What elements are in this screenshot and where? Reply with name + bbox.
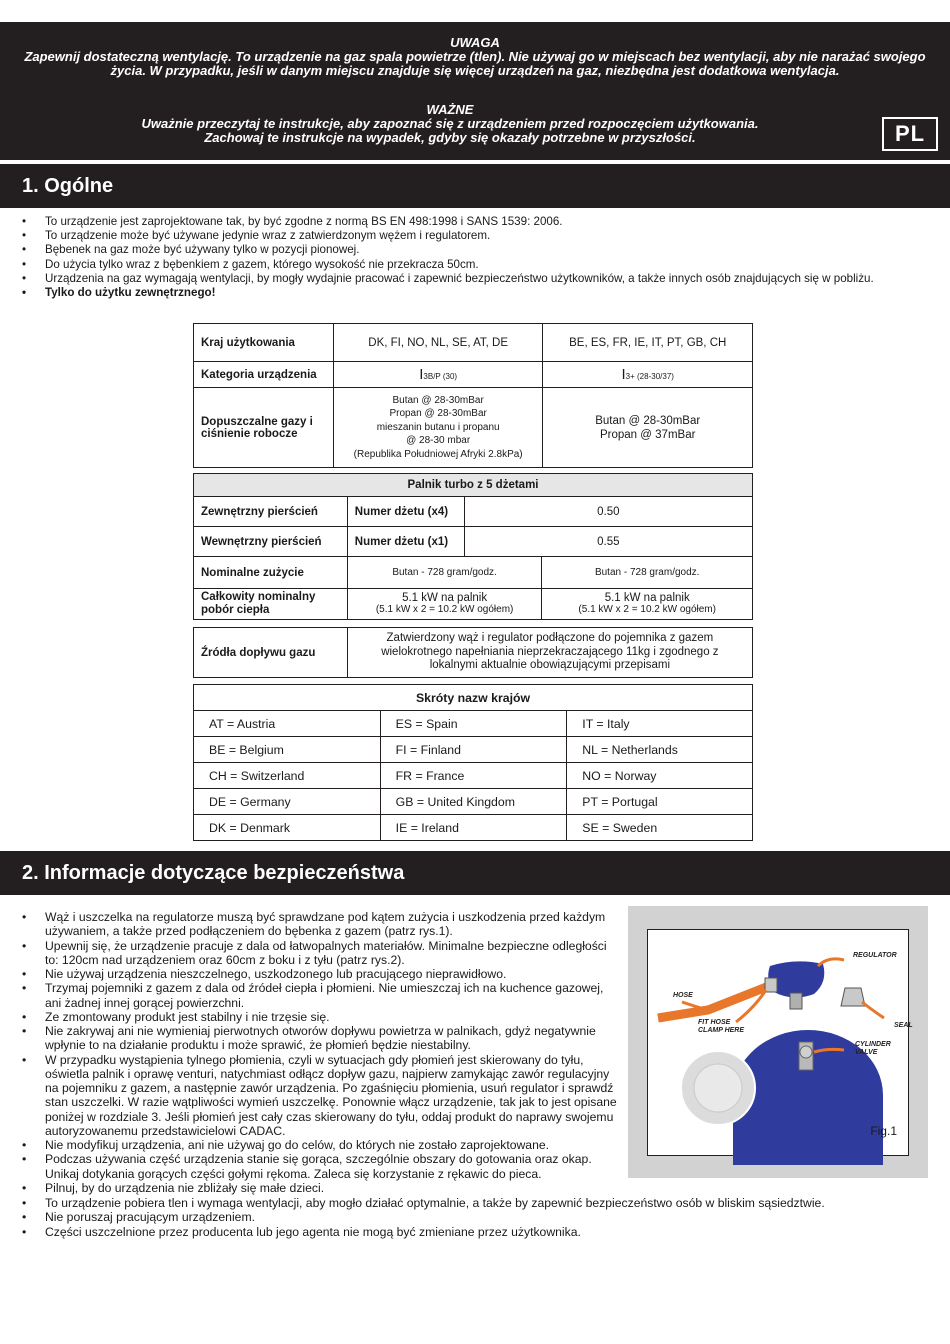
gas-source-table (193, 627, 753, 678)
gases-b-line: Propan @ 37mBar (600, 428, 696, 441)
consumption-b: Butan - 728 gram/godz. (542, 557, 753, 589)
figure-caption: Fig.1 (870, 1124, 897, 1138)
list-item: • Części uszczelnione przez producenta lub jego agenta nie mogą być zmieniane przez użytkownika. (22, 1225, 932, 1239)
country-abbr-table (193, 684, 753, 841)
gases-a-line: mieszanin butanu i propanu (376, 421, 500, 433)
table-cell: ES = Spain (380, 711, 567, 737)
inner-jet-label: Numer dżetu (x1) (347, 527, 464, 557)
important-text-2: Zachowaj te instrukcje na wypadek, gdyby się okazały potrzebne w przyszłości. (204, 130, 696, 145)
cylinder-lower (733, 1095, 883, 1165)
category-a-main: I (419, 366, 424, 383)
warning-title: UWAGA (450, 35, 500, 50)
category-b (543, 362, 753, 388)
table-row (194, 763, 753, 789)
important-title: WAŻNE (426, 102, 474, 117)
label-hose: HOSE (673, 992, 693, 999)
list-item: • Nie poruszaj pracującym urządzeniem. (22, 1210, 932, 1224)
gases-a-line: Butan @ 28-30mBar (392, 394, 484, 406)
table-cell: DE = Germany (194, 789, 381, 815)
gases-a-line: Propan @ 28-30mBar (389, 408, 487, 420)
country-a: DK, FI, NO, NL, SE, AT, DE (333, 324, 543, 362)
list-item: • To urządzenie może być używane jedynie wraz z zatwierdzonym wężem i regulatorem. (22, 229, 932, 243)
burner-table (193, 473, 753, 620)
table-cell: CH = Switzerland (194, 763, 381, 789)
list-item: • Bębenek na gaz może być używany tylko w pozycji pionowej. (22, 243, 932, 257)
gases-b-line: Butan @ 28-30mBar (595, 414, 701, 427)
list-item: • To urządzenie jest zaprojektowane tak, by być zgodne z normą BS EN 498:1998 i SANS 1539: 2006. (22, 215, 932, 229)
list-item: • Trzymaj pojemniki z gazem z dala od źródeł ciepła i płomieni. Nie umieszczaj ich na kuchence gazowej, ani żadnej innej gorącej powierzchni. (22, 981, 622, 1010)
warning-text: Zapewnij dostateczną wentylację. To urządzenie na gaz spala powietrze (tlen). Nie używaj go w miejscach bez wentylacji, aby nie narażać swojego życia. W przypadku, jeśli w danym miejscu znajduje się więcej urządzeń na gaz, niezbędna jest dodatkowa wentylacja. (24, 49, 926, 78)
heat-b-sub: (5.1 kW x 2 = 10.2 kW ogółem) (578, 604, 716, 615)
pointer-arrow (862, 1002, 884, 1018)
section-2-list-narrow (22, 910, 622, 1195)
list-item: • Podczas używania część urządzenia stanie się gorąca, szczególnie obszary do gotowania oraz okap. Unikaj dotykania gorących części gołymi rękoma. Zaleca się korzystanie z rękawic do pieca. (22, 1152, 622, 1181)
list-item: • Nie używaj urządzenia nieszczelnego, uszkodzonego lub pracującego nieprawidłowo. (22, 967, 622, 981)
table-row (194, 815, 753, 841)
table-cell: IT = Italy (567, 711, 753, 737)
table-cell: DK = Denmark (194, 815, 381, 841)
usage-table (193, 323, 753, 468)
section-1-title: 1. Ogólne (0, 164, 950, 208)
country-abbr-title: Skróty nazw krajów (194, 685, 753, 711)
label-fit-hose: FIT HOSE (698, 1019, 731, 1026)
heat-a-sub: (5.1 kW x 2 = 10.2 kW ogółem) (375, 604, 514, 615)
list-item: • To urządzenie pobiera tlen i wymaga wentylacji, aby mogło działać optymalnie, a także by zapewnić bezpieczeństwo osób w bliskim sąsiedztwie. (22, 1196, 932, 1210)
category-a-sub: 3B/P (30) (423, 372, 458, 381)
important-block (20, 103, 880, 145)
gases-label: Dopuszczalne gazy i ciśnienie robocze (194, 388, 334, 468)
table-cell: BE = Belgium (194, 737, 381, 763)
table-cell: FR = France (380, 763, 567, 789)
table-cell: NO = Norway (567, 763, 753, 789)
label-seal: SEAL (894, 1022, 913, 1029)
category-b-sub: 3+ (28-30/37) (625, 372, 674, 381)
list-item: • Nie modyfikuj urządzenia, ani nie używaj go do celów, do których nie zostało zaprojektowane. (22, 1138, 622, 1152)
outer-jet-value: 0.50 (464, 497, 752, 527)
regulator-nozzle (790, 993, 802, 1009)
list-item: • Ze zmontowany produkt jest stabilny i nie trzęsie się. (22, 1010, 622, 1024)
inner-ring-label: Wewnętrzny pierścień (194, 527, 348, 557)
label-regulator: REGULATOR (853, 952, 897, 959)
heat-label: Całkowity nominalny pobór ciepła (194, 589, 348, 620)
language-badge: PL (882, 117, 938, 151)
figure-1-frame (647, 929, 913, 1156)
inner-jet-value: 0.55 (464, 527, 752, 557)
gases-a-line: (Republika Południowej Afryki 2.8kPa) (353, 448, 523, 460)
heat-b-main: 5.1 kW na palnik (604, 592, 690, 604)
label-cylinder: CYLINDER (855, 1041, 891, 1048)
gas-source-text: Zatwierdzony wąż i regulator podłączone do pojemnika z gazem wielokrotnego napełniania nieprzekraczającego 11kg i zgodnego z lokalnymi aktualnie obowiązującymi przepisami (347, 628, 752, 678)
warning-banner (0, 22, 950, 160)
category-b-main: I (621, 366, 626, 383)
important-text-1: Uważnie przeczytaj te instrukcje, aby zapoznać się z urządzeniem przed rozpoczęciem użytkowania. (141, 116, 759, 131)
gases-a (333, 388, 543, 468)
list-item: • Do użycia tylko wraz z bębenkiem z gazem, którego wysokość nie przekracza 50cm. (22, 258, 932, 272)
list-item: • W przypadku wystąpienia tylnego płomienia, czyli w sytuacjach gdy płomień jest skierowany do tyłu, oświetla palnik i oprawę venturi, natychmiast odłącz dopływ gazu, najpierw zamykając zawór regulacyjny na pojemniku z gazem, a następnie zawór urządzenia. Po zgaśnięciu płomienia, usuń regulator i sprawdź stan uszczelki. W razie wątpliwości wymień uszczelkę. Ponownie włącz urządzenie, tak jak to jest opisane poniżej w rozdziale 3. Jeśli płomień jest cały czas skierowany do tyłu, oddaj produkt do naprawy swojemu autoryzowanemu przedstawicielowi CADAC. (22, 1053, 622, 1139)
heat-b (542, 589, 753, 620)
outer-ring-label: Zewnętrzny pierścień (194, 497, 348, 527)
table-cell: PT = Portugal (567, 789, 753, 815)
outer-jet-label: Numer dżetu (x4) (347, 497, 464, 527)
category-label: Kategoria urządzenia (194, 362, 334, 388)
table-cell: AT = Austria (194, 711, 381, 737)
burner-title: Palnik turbo z 5 dżetami (194, 474, 753, 497)
list-item: • Upewnij się, że urządzenie pracuje z dala od łatwopalnych materiałów. Minimalne bezpieczne odległości to: 120cm nad urządzeniem oraz 60cm z boku i z tyłu (patrz rys.2). (22, 939, 622, 968)
section-2-list-wide (22, 1196, 932, 1239)
consumption-a: Butan - 728 gram/godz. (347, 557, 542, 589)
country-b: BE, ES, FR, IE, IT, PT, GB, CH (543, 324, 753, 362)
list-item: • Urządzenia na gaz wymagają wentylacji, by mogły wydajnie pracować i zapewnić bezpieczeństwo użytkowników, a także innych osób znajdujących się w pobliżu. (22, 272, 932, 286)
table-cell: NL = Netherlands (567, 737, 753, 763)
label-valve: VALVE (855, 1049, 878, 1056)
cylinder-label-inner (694, 1064, 742, 1112)
heat-a (347, 589, 542, 620)
gases-b (543, 388, 753, 468)
gas-source-label: Źródła dopływu gazu (194, 628, 348, 678)
table-row (194, 789, 753, 815)
list-item: • Tylko do użytku zewnętrznego! (22, 286, 932, 300)
table-row (194, 711, 753, 737)
warning-block (20, 36, 930, 78)
table-cell: GB = United Kingdom (380, 789, 567, 815)
list-item: • Pilnuj, by do urządzenia nie zbliżały się małe dzieci. (22, 1181, 622, 1195)
label-clamp-here: CLAMP HERE (698, 1027, 745, 1034)
cylinder-valve-knob (800, 1046, 812, 1058)
category-a (333, 362, 543, 388)
gases-a-line: @ 28-30 mbar (406, 435, 471, 447)
table-row (194, 737, 753, 763)
country-label: Kraj użytkowania (194, 324, 334, 362)
table-cell: FI = Finland (380, 737, 567, 763)
table-cell: IE = Ireland (380, 815, 567, 841)
section-1-list (22, 215, 932, 300)
section-2-title: 2. Informacje dotyczące bezpieczeństwa (0, 851, 950, 895)
consumption-label: Nominalne zużycie (194, 557, 348, 589)
heat-a-main: 5.1 kW na palnik (402, 592, 488, 604)
hose-clamp (765, 978, 777, 992)
figure-1 (628, 906, 928, 1178)
list-item: • Nie zakrywaj ani nie wymieniaj pierwotnych otworów dopływu powietrza w palnikach, gdyż negatywnie wpłynie to na działanie produktu i może sprawić, że płomień będzie niestabilny. (22, 1024, 622, 1053)
table-cell: SE = Sweden (567, 815, 753, 841)
list-item: • Wąż i uszczelka na regulatorze muszą być sprawdzane pod kątem zużycia i uszkodzenia przed każdym używaniem, a także przed podłączeniem do bębenka z gazem (patrz rys.1). (22, 910, 622, 939)
